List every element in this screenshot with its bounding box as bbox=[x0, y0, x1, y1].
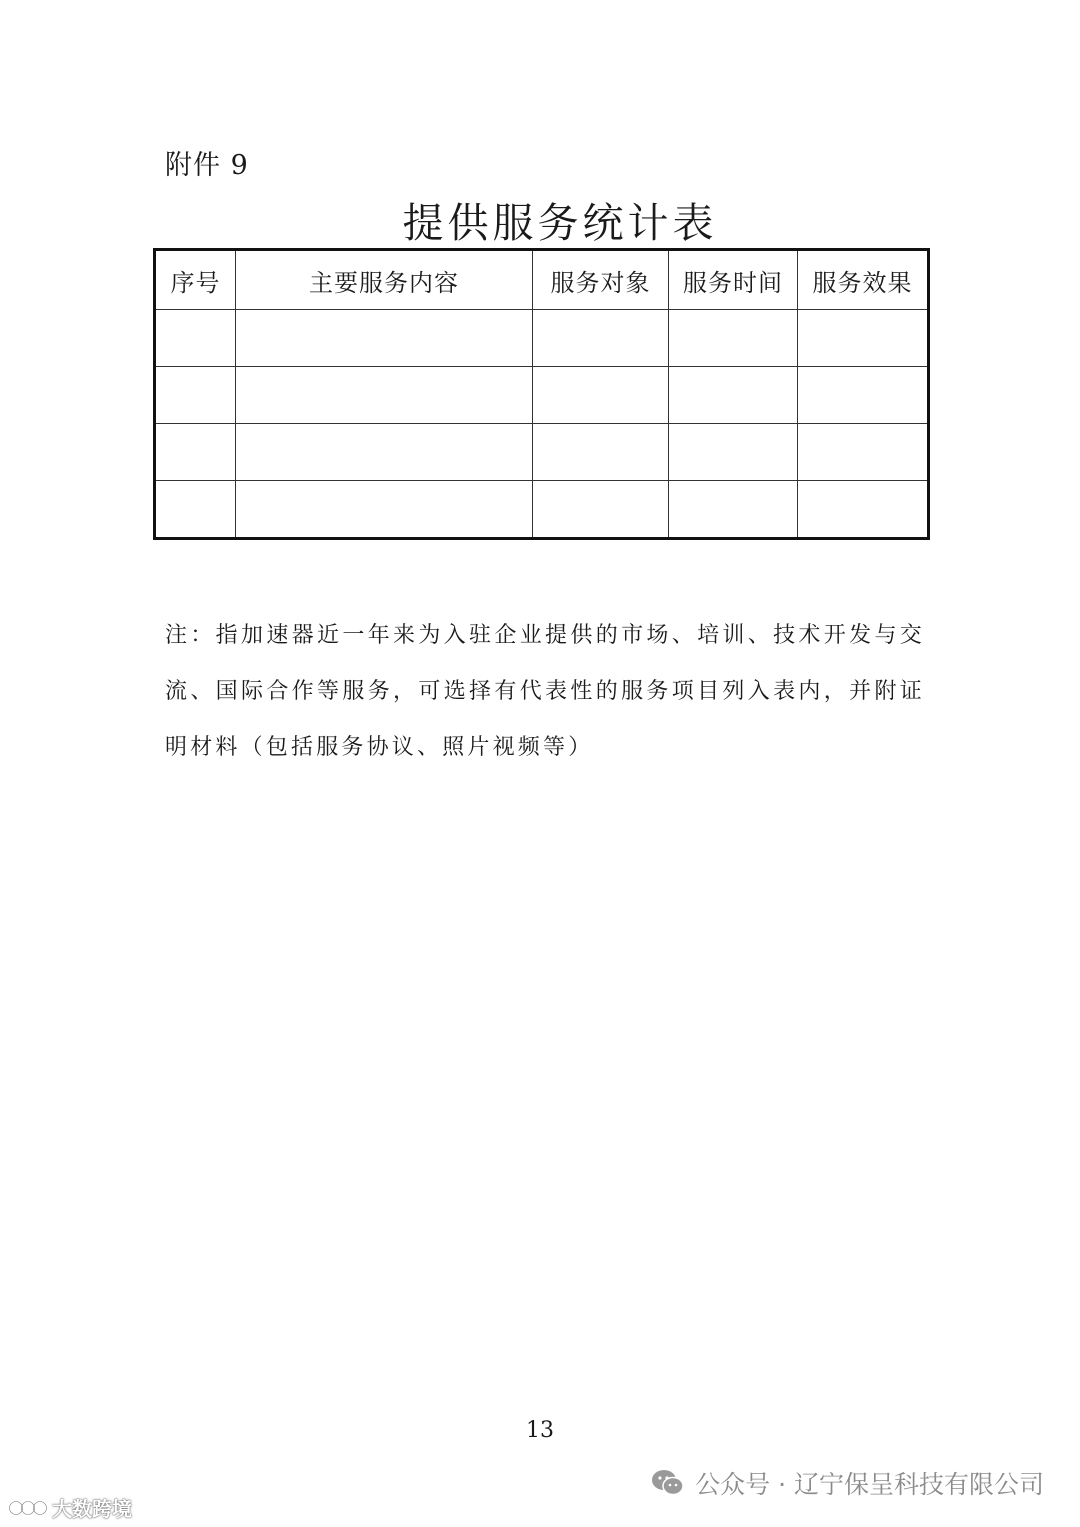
table-row bbox=[155, 481, 929, 539]
table-cell bbox=[798, 310, 929, 367]
table-cell bbox=[669, 424, 798, 481]
watermark-logo-icon bbox=[8, 1497, 48, 1519]
table-row bbox=[155, 424, 929, 481]
attachment-label: 附件 9 bbox=[165, 150, 249, 181]
wechat-icon bbox=[651, 1468, 685, 1498]
watermark-right-text: 公众号 · 辽宁保呈科技有限公司 bbox=[695, 1470, 1044, 1499]
service-stats-table bbox=[153, 248, 930, 540]
table-cell bbox=[236, 481, 533, 539]
table-cell bbox=[669, 481, 798, 539]
page-title: 提供服务统计表 bbox=[402, 199, 718, 247]
header-service-time: 服务时间 bbox=[669, 250, 798, 310]
note-paragraph: 注：指加速器近一年来为入驻企业提供的市场、培训、技术开发与交流、国际合作等服务，可选择有代表性的服务项目列入表内，并附证明材料（包括服务协议、照片视频等） bbox=[165, 623, 925, 760]
table-cell bbox=[798, 481, 929, 539]
header-main-service-content: 主要服务内容 bbox=[236, 250, 533, 310]
table-cell bbox=[533, 481, 669, 539]
header-serial-number: 序号 bbox=[155, 250, 236, 310]
table-cell bbox=[155, 367, 236, 424]
header-service-effect: 服务效果 bbox=[798, 250, 929, 310]
watermark-right bbox=[651, 1465, 1044, 1501]
page-number: 13 bbox=[526, 1418, 554, 1443]
table-cell bbox=[236, 367, 533, 424]
watermark-left bbox=[8, 1493, 132, 1522]
table-cell bbox=[155, 310, 236, 367]
table-cell bbox=[155, 481, 236, 539]
header-service-target: 服务对象 bbox=[533, 250, 669, 310]
table-row bbox=[155, 367, 929, 424]
table-cell bbox=[669, 310, 798, 367]
table-cell bbox=[236, 424, 533, 481]
table-header-row bbox=[155, 250, 929, 310]
watermark-left-text: 大数跨境 bbox=[52, 1497, 132, 1521]
table-row bbox=[155, 310, 929, 367]
table-cell bbox=[798, 367, 929, 424]
table-cell bbox=[533, 367, 669, 424]
table-cell bbox=[533, 424, 669, 481]
table-cell bbox=[669, 367, 798, 424]
table-cell bbox=[155, 424, 236, 481]
table-cell bbox=[236, 310, 533, 367]
table-cell bbox=[533, 310, 669, 367]
table-cell bbox=[798, 424, 929, 481]
